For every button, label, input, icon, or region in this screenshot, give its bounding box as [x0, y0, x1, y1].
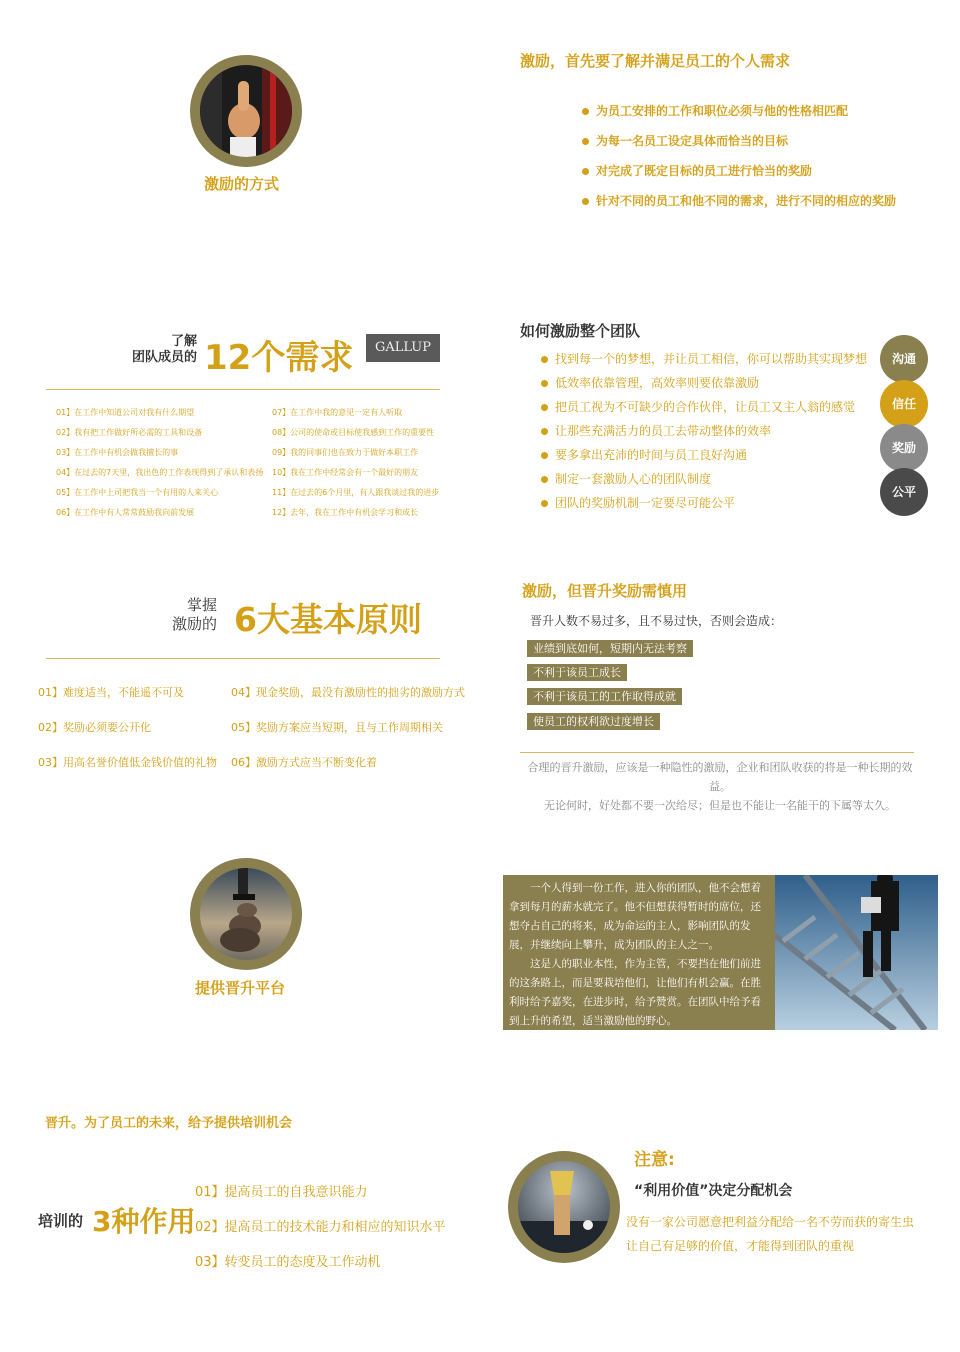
- circle-reward: 奖励: [880, 424, 928, 472]
- s6-caption: 提供晋升平台: [195, 979, 286, 997]
- list-item: 03】在工作中有机会做我擅长的事: [56, 448, 179, 457]
- list-item: 为每一名员工设定具体而恰当的目标: [582, 132, 896, 162]
- principles-left: [38, 684, 217, 789]
- s4-small-line1: 掌握: [187, 596, 218, 614]
- list-item: 05】奖励方案应当短期，且与工作周期相关: [231, 721, 443, 734]
- circle-fairness: 公平: [880, 468, 928, 516]
- list-item: 针对不同的员工和他不同的需求，进行不同的相应的奖励: [582, 192, 896, 222]
- list-item: 03】用高名誉价值低金钱价值的礼物: [38, 756, 217, 769]
- rock-photo: [200, 868, 292, 960]
- circle-trust: 信任: [880, 380, 928, 428]
- divider: [46, 389, 440, 390]
- circle-communication: 沟通: [880, 335, 928, 383]
- divider: [46, 658, 440, 659]
- s3-title: 如何激励整个团队: [520, 322, 641, 340]
- tag: 不利于该员工成长: [527, 664, 627, 681]
- s6-paragraph-1: 一个人得到一份工作，进入你的团队，他不会想着拿到每月的薪水就完了。他不但想获得暂时的席位，还想夺占自己的将来，成为命运的主人，影响团队的发展，并继续向上攀升，成为团队的主人之一。: [509, 882, 761, 951]
- list-item: 11】在过去的6个月里，有人跟我谈过我的进步: [272, 488, 440, 497]
- list-item: 把员工视为不可缺少的合作伙伴，让员工又主人翁的感觉: [541, 398, 867, 422]
- s5-foot-line2: 无论何时，好处都不要一次给尽；但是也不能让一名能干的下属等太久。: [544, 799, 896, 812]
- s6-text-box: [503, 875, 775, 1030]
- s2-small-line1: 了解: [171, 334, 198, 349]
- list-item: 低效率依靠管理，高效率则要依靠激励: [541, 374, 867, 398]
- s3-list: [541, 350, 867, 518]
- list-item: 01】在工作中知道公司对我有什么期望: [56, 408, 195, 417]
- list-item: 团队的奖励机制一定要尽可能公平: [541, 494, 867, 518]
- list-item: 03】转变员工的态度及工作动机: [195, 1255, 381, 1270]
- list-item: 为员工安排的工作和职位必须与他的性格相匹配: [582, 102, 896, 132]
- list-item: 05】在工作中上司把我当一个有用的人来关心: [56, 488, 219, 497]
- s5-foot-line1: 合理的晋升激励，应该是一种隐性的激励，企业和团队收获的将是一种长期的效益。: [527, 761, 913, 793]
- list-item: 让那些充满活力的员工去带动整体的效率: [541, 422, 867, 446]
- divider: [520, 752, 914, 753]
- list-item: 07】在工作中我的意见一定有人听取: [272, 408, 403, 417]
- thumbs-up-photo: [200, 65, 292, 157]
- list-item: 08】公司的使命或目标使我感到工作的重要性: [272, 428, 435, 437]
- s1-title: 激励，首先要了解并满足员工的个人需求: [520, 52, 791, 70]
- s5-title: 激励，但晋升奖励需慎用: [522, 582, 688, 600]
- tag: 业绩到底如何，短期内无法考察: [527, 640, 693, 657]
- list-item: 找到每一个的梦想，并让员工相信，你可以帮助其实现梦想: [541, 350, 867, 374]
- s4-heading-small: [172, 596, 217, 634]
- list-item: 06】在工作中有人常常鼓励我向前发展: [56, 508, 195, 517]
- s4-heading-big: 6大基本原则: [234, 600, 422, 639]
- list-item: 02】我有把工作做好所必需的工具和设备: [56, 428, 203, 437]
- s1-list: [582, 102, 896, 222]
- list-item: 02】提高员工的技术能力和相应的知识水平: [195, 1220, 446, 1235]
- list-item: 06】激励方式应当不断变化着: [231, 756, 377, 769]
- s8-line2: 让自己有足够的价值，才能得到团队的重视: [626, 1239, 855, 1253]
- list-item: 01】提高员工的自我意识能力: [195, 1185, 368, 1200]
- s6-paragraph-2: 这是人的职业本性，作为主管，不要挡在他们前进的这条路上，而是要栽培他们，让他们有机会赢。在胜利时给予嘉奖，在进步时，给予赞赏。在团队中给予看到上升的希望，适当激励他的野心。: [509, 958, 761, 1027]
- tag: 不利于该员工的工作取得成就: [527, 688, 682, 705]
- list-item: 02】奖励必须要公开化: [38, 721, 151, 734]
- s5-footnote: [520, 758, 920, 815]
- list-item: 04】现金奖励，最没有激励性的拙劣的激励方式: [231, 686, 465, 699]
- s8-text: [626, 1210, 914, 1258]
- s7-heading-big: 3种作用: [92, 1205, 196, 1238]
- s2-heading-big: 12个需求: [204, 338, 354, 378]
- list-item: 04】在过去的7天里，我出色的工作表现得到了承认和表扬: [56, 468, 264, 477]
- s8-title: 注意:: [634, 1150, 675, 1170]
- tag: 使员工的权利欲过度增长: [527, 713, 660, 730]
- trophy-photo: [518, 1161, 610, 1253]
- s7-heading-small: 培训的: [38, 1212, 84, 1230]
- list-item: 09】我的同事们也在致力于做好本职工作: [272, 448, 419, 457]
- gallup-logo: GALLUP: [366, 334, 440, 362]
- ladder-climber-photo: [775, 875, 938, 1030]
- s1-caption: 激励的方式: [204, 175, 280, 193]
- s5-subtitle: 晋升人数不易过多，且不易过快，否则会造成：: [530, 614, 783, 628]
- s4-small-line2: 激励的: [172, 615, 218, 633]
- s7-title: 晋升。为了员工的未来，给予提供培训机会: [45, 1116, 293, 1131]
- list-item: 12】去年，我在工作中有机会学习和成长: [272, 508, 419, 517]
- s2-small-line2: 团队成员的: [132, 350, 198, 365]
- needs-right-column: [272, 407, 439, 527]
- list-item: 制定一套激励人心的团队制度: [541, 470, 867, 494]
- s2-heading-small: [132, 334, 197, 366]
- list-item: 10】我在工作中经常会有一个最好的朋友: [272, 468, 419, 477]
- list-item: 01】难度适当，不能遥不可及: [38, 686, 184, 699]
- list-item: 对完成了既定目标的员工进行恰当的奖励: [582, 162, 896, 192]
- training-list: [195, 1181, 446, 1286]
- s8-subtitle: “利用价值”决定分配机会: [634, 1183, 793, 1199]
- list-item: 要多拿出充沛的时间与员工良好沟通: [541, 446, 867, 470]
- needs-left-column: [56, 407, 263, 527]
- principles-right: [231, 684, 465, 789]
- s8-line1: 没有一家公司愿意把利益分配给一名不劳而获的寄生虫: [626, 1215, 915, 1229]
